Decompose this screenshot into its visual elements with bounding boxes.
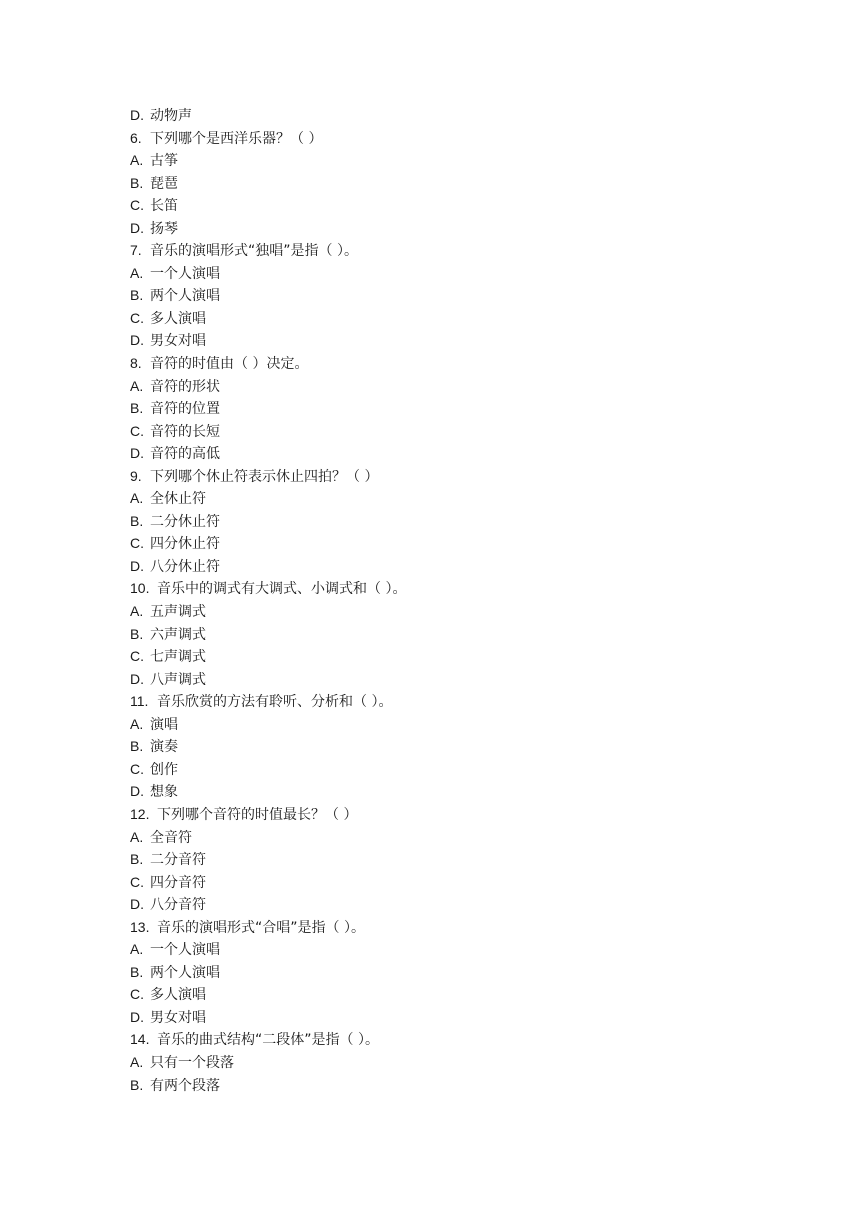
question-line bbox=[130, 352, 406, 375]
option-letter: B. bbox=[130, 174, 144, 191]
option-line bbox=[130, 1006, 406, 1029]
option-letter: C. bbox=[130, 422, 144, 439]
option-line bbox=[130, 307, 406, 330]
option-text: 五声调式 bbox=[150, 604, 206, 621]
option-line bbox=[130, 780, 406, 803]
option-text: 四分音符 bbox=[150, 874, 206, 891]
option-text: 多人演唱 bbox=[150, 310, 206, 327]
option-line bbox=[130, 420, 406, 443]
option-text: 八分音符 bbox=[150, 897, 206, 914]
option-text: 想象 bbox=[150, 784, 178, 801]
question-text: 音乐的演唱形式“合唱”是指（ ）。 bbox=[157, 919, 365, 936]
option-text: 动物声 bbox=[150, 108, 192, 124]
option-line bbox=[130, 983, 406, 1006]
option-line bbox=[130, 600, 406, 623]
option-text: 琵琶 bbox=[150, 175, 178, 192]
option-text: 二分音符 bbox=[150, 852, 206, 869]
option-line bbox=[130, 510, 406, 533]
option-letter: B. bbox=[130, 963, 144, 980]
question-text: 音乐中的调式有大调式、小调式和（ ）。 bbox=[157, 581, 407, 598]
option-text: 全休止符 bbox=[150, 491, 206, 508]
option-text: 两个人演唱 bbox=[150, 964, 220, 981]
question-line bbox=[130, 916, 406, 939]
option-text: 六声调式 bbox=[150, 626, 206, 643]
option-line bbox=[130, 713, 406, 736]
option-text: 古筝 bbox=[150, 153, 178, 170]
option-letter: A. bbox=[130, 152, 144, 169]
option-text: 男女对唱 bbox=[150, 333, 206, 350]
question-text: 下列哪个休止符表示休止四拍？（ ） bbox=[150, 468, 379, 485]
option-letter: B. bbox=[130, 851, 144, 868]
option-line bbox=[130, 284, 406, 307]
option-text: 两个人演唱 bbox=[150, 288, 220, 305]
question-line bbox=[130, 803, 406, 826]
option-letter: C. bbox=[130, 197, 144, 214]
question-number: 13. bbox=[130, 918, 150, 935]
option-line bbox=[130, 758, 406, 781]
option-text: 创作 bbox=[150, 761, 178, 778]
question-line bbox=[130, 577, 406, 600]
option-letter: B. bbox=[130, 1076, 144, 1093]
question-number: 12. bbox=[130, 805, 150, 822]
option-line bbox=[130, 104, 406, 127]
option-text: 一个人演唱 bbox=[150, 265, 220, 282]
question-text: 下列哪个是西洋乐器？（ ） bbox=[150, 130, 323, 147]
option-letter: B. bbox=[130, 738, 144, 755]
option-letter: D. bbox=[130, 1008, 144, 1025]
option-letter: A. bbox=[130, 603, 144, 620]
option-text: 音符的高低 bbox=[150, 446, 220, 463]
option-letter: D. bbox=[130, 557, 144, 574]
option-line bbox=[130, 194, 406, 217]
question-line bbox=[130, 1028, 406, 1051]
question-list bbox=[130, 104, 406, 1096]
option-text: 二分休止符 bbox=[150, 513, 220, 530]
option-line bbox=[130, 893, 406, 916]
option-line bbox=[130, 487, 406, 510]
option-letter: C. bbox=[130, 648, 144, 665]
option-letter: C. bbox=[130, 986, 144, 1003]
question-line bbox=[130, 127, 406, 150]
option-text: 全音符 bbox=[150, 829, 192, 846]
option-text: 音符的位置 bbox=[150, 401, 220, 418]
question-number: 10. bbox=[130, 580, 150, 597]
option-letter: B. bbox=[130, 287, 144, 304]
option-line bbox=[130, 735, 406, 758]
option-letter: D. bbox=[130, 332, 144, 349]
option-line bbox=[130, 262, 406, 285]
option-line bbox=[130, 172, 406, 195]
option-letter: D. bbox=[130, 219, 144, 236]
option-text: 男女对唱 bbox=[150, 1009, 206, 1026]
option-line bbox=[130, 532, 406, 555]
question-text: 音乐的演唱形式“独唱”是指（ ）。 bbox=[150, 243, 358, 260]
option-line bbox=[130, 1074, 406, 1097]
option-letter: C. bbox=[130, 760, 144, 777]
option-letter: A. bbox=[130, 1053, 144, 1070]
option-letter: A. bbox=[130, 828, 144, 845]
question-text: 下列哪个音符的时值最长？（ ） bbox=[157, 806, 358, 823]
option-text: 只有一个段落 bbox=[150, 1054, 234, 1071]
option-text: 音符的长短 bbox=[150, 423, 220, 440]
option-line bbox=[130, 645, 406, 668]
option-letter: B. bbox=[130, 400, 144, 417]
option-text: 有两个段落 bbox=[150, 1077, 220, 1094]
option-text: 音符的形状 bbox=[150, 378, 220, 395]
option-text: 扬琴 bbox=[150, 220, 178, 237]
question-number: 7. bbox=[130, 242, 142, 259]
question-number: 9. bbox=[130, 467, 142, 484]
question-line bbox=[130, 239, 406, 262]
option-letter: C. bbox=[130, 535, 144, 552]
option-line bbox=[130, 442, 406, 465]
question-number: 11. bbox=[130, 693, 149, 710]
option-line bbox=[130, 375, 406, 398]
question-line bbox=[130, 690, 406, 713]
option-line bbox=[130, 149, 406, 172]
option-letter: B. bbox=[130, 512, 144, 529]
option-letter: D. bbox=[130, 107, 144, 123]
option-line bbox=[130, 961, 406, 984]
option-text: 四分休止符 bbox=[150, 536, 220, 553]
option-letter: D. bbox=[130, 783, 144, 800]
option-text: 八分休止符 bbox=[150, 558, 220, 575]
option-line bbox=[130, 938, 406, 961]
option-letter: B. bbox=[130, 625, 144, 642]
question-number: 8. bbox=[130, 355, 142, 372]
option-letter: C. bbox=[130, 309, 144, 326]
option-letter: A. bbox=[130, 715, 144, 732]
option-letter: A. bbox=[130, 264, 144, 281]
option-letter: A. bbox=[130, 377, 144, 394]
option-line bbox=[130, 397, 406, 420]
option-text: 演奏 bbox=[150, 739, 178, 756]
question-number: 14. bbox=[130, 1031, 150, 1048]
option-line bbox=[130, 826, 406, 849]
option-letter: D. bbox=[130, 670, 144, 687]
option-letter: C. bbox=[130, 873, 144, 890]
option-text: 演唱 bbox=[150, 716, 178, 733]
question-text: 音符的时值由（ ）决定。 bbox=[150, 356, 309, 373]
question-number: 6. bbox=[130, 129, 142, 146]
question-text: 音乐欣赏的方法有聆听、分析和（ ）。 bbox=[157, 694, 393, 711]
option-letter: D. bbox=[130, 445, 144, 462]
question-line bbox=[130, 465, 406, 488]
option-text: 多人演唱 bbox=[150, 987, 206, 1004]
option-line bbox=[130, 329, 406, 352]
option-letter: A. bbox=[130, 941, 144, 958]
option-line bbox=[130, 555, 406, 578]
option-line bbox=[130, 871, 406, 894]
option-text: 八声调式 bbox=[150, 671, 206, 688]
option-line bbox=[130, 848, 406, 871]
option-line bbox=[130, 217, 406, 240]
option-line bbox=[130, 623, 406, 646]
option-text: 一个人演唱 bbox=[150, 942, 220, 959]
option-text: 长笛 bbox=[150, 198, 178, 215]
option-line bbox=[130, 668, 406, 691]
option-line bbox=[130, 1051, 406, 1074]
option-text: 七声调式 bbox=[150, 649, 206, 666]
question-text: 音乐的曲式结构“二段体”是指（ ）。 bbox=[157, 1032, 379, 1049]
option-letter: A. bbox=[130, 490, 144, 507]
option-letter: D. bbox=[130, 896, 144, 913]
